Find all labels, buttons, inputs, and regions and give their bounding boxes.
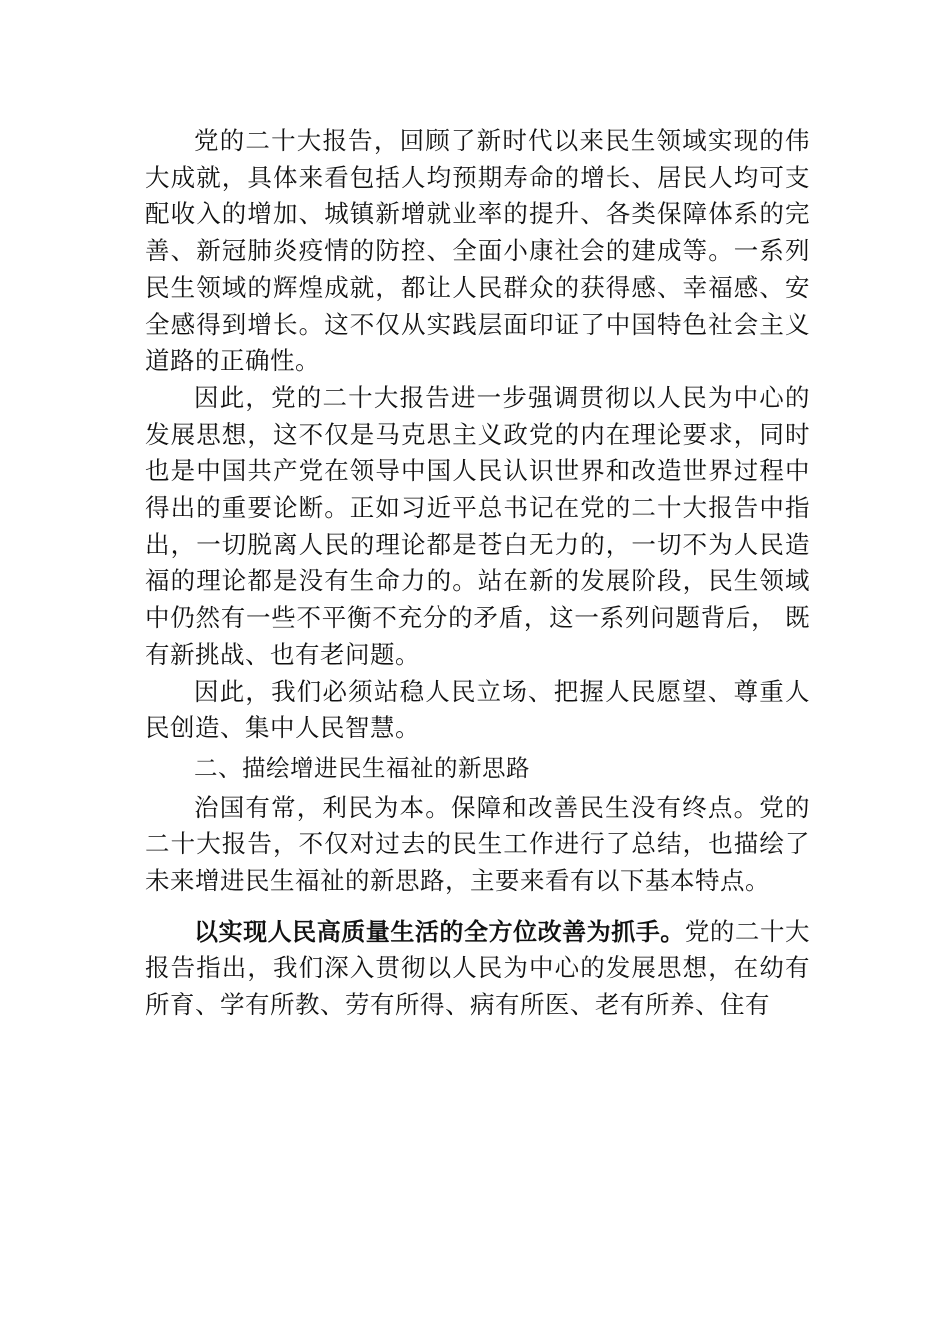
- paragraph-achievements: 党的二十大报告，回顾了新时代以来民生领域实现的伟大成就，具体来看包括人均预期寿命的增长、居民人均可支配收入的增加、城镇新增就业率的提升、各类保障体系的完善、新冠肺炎疫情的防控、全面小康社会的建成等。一系列民生领域的辉煌成就，都让人民群众的获得感、幸福感、安全感得到增长。这不仅从实践层面印证了中国特色社会主义道路的正确性。: [145, 126, 810, 376]
- document-body: [145, 123, 810, 1024]
- section-heading: 二、描绘增进民生福祉的新思路: [194, 753, 530, 782]
- bold-lead-sentence: 以实现人民高质量生活的全方位改善为抓手。: [194, 917, 685, 946]
- paragraph-new-approach: 治国有常，利民为本。保障和改善民生没有终点。党的二十大报告，不仅对过去的民生工作进行了总结，也描绘了未来增进民生福祉的新思路，主要来看有以下基本特点。: [145, 792, 810, 896]
- paragraph-stance: 因此，我们必须站稳人民立场、把握人民愿望、尊重人民创造、集中人民智慧。: [145, 676, 810, 743]
- paragraph-people-centered: 因此，党的二十大报告进一步强调贯彻以人民为中心的发展思想，这不仅是马克思主义政党的内在理论要求，同时也是中国共产党在领导中国人民认识世界和改造世界过程中得出的重要论断。正如习近平总书记在党的二十大报告中指出，一切脱离人民的理论都是苍白无力的，一切不为人民造福的理论都是没有生命力的。站在新的发展阶段，民生领域中仍然有一些不平衡不充分的矛盾，这一系列问题背后， 既有新挑战、也有老问题。: [145, 382, 810, 669]
- paragraph-quality-life-text: 党的二十大报告指出，我们深入贯彻以人民为中心的发展思想，在幼有所育、学有所教、劳有所得、病有所医、老有所养、住有: [145, 916, 811, 1020]
- paragraph-quality-life: [145, 914, 810, 1024]
